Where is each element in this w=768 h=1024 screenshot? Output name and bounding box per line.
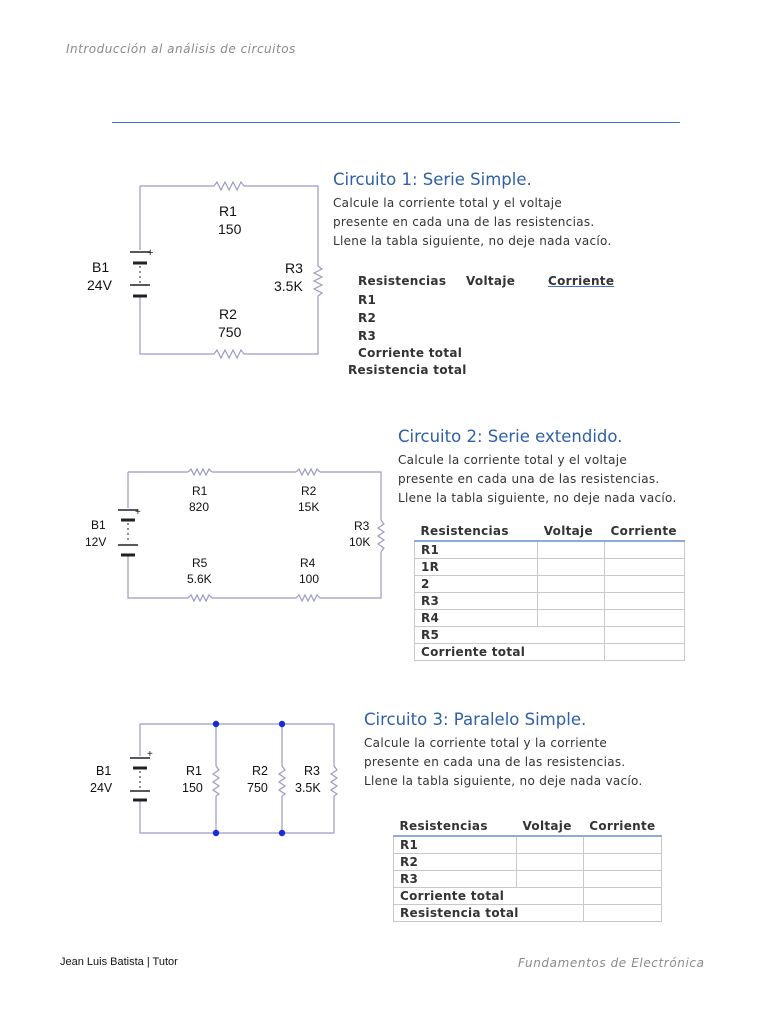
circuit3-title: Circuito 3: Paralelo Simple. [364,710,587,729]
desc-line: presente en cada una de las resistencias. [398,472,660,486]
current-cell[interactable] [605,627,685,644]
row-label: R2 [358,311,377,325]
c2-r5-label: R5 [192,556,208,570]
table-row [394,854,662,871]
c3-r2-resistor [279,766,285,796]
voltage-cell[interactable] [516,836,583,854]
c1-r2-resistor [214,350,244,358]
c3-r3-resistor [331,766,337,796]
row-label: R1 [358,293,377,307]
circuit3-table [393,817,662,922]
footer-course: Fundamentos de Electrónica [518,956,705,970]
circuit3-wires [140,724,337,833]
c3-r2-value: 750 [247,781,268,795]
c2-r4-label: R4 [300,556,316,570]
voltage-cell[interactable] [538,559,605,576]
c1-b1-value: 24V [87,277,112,293]
row-label: 2 [415,576,538,593]
c2-plus: + [135,507,141,518]
c3-r2-label: R2 [252,764,268,778]
c1-r3-label: R3 [285,260,303,276]
th-voltaje: Voltaje [516,817,583,836]
table-row [415,593,685,610]
table-row [394,836,662,854]
c1-r2-value: 750 [218,324,242,340]
desc-line: presente en cada una de las resistencias. [333,215,595,229]
page-header: Introducción al análisis de circuitos [66,42,296,56]
row-label: Resistencia total [394,905,584,922]
row-label: Resistencia total [348,363,467,377]
c2-r4-value: 100 [299,572,320,586]
row-label: R5 [415,627,605,644]
th-resistencias: Resistencias [394,817,517,836]
circuit2-table [414,522,685,661]
c2-r2-label: R2 [301,484,317,498]
th-corriente: Corriente [583,817,661,836]
c2-r1-resistor [188,469,212,475]
circuit1-description [333,194,612,251]
table-row [394,905,662,922]
th-corriente: Corriente [548,274,615,288]
c2-r3-label: R3 [354,519,370,533]
c2-r5-resistor [188,595,212,601]
c1-r1-value: 150 [218,221,242,237]
row-label: Corriente total [394,888,584,905]
desc-line: Llene la tabla siguiente, no deje nada vacío. [364,774,643,788]
voltage-cell[interactable] [538,576,605,593]
table-row [415,610,685,627]
c3-plus: + [147,749,153,760]
footer-author: Jean Luis Batista | Tutor [60,956,178,968]
voltage-cell[interactable] [516,854,583,871]
table-row [394,871,662,888]
table-row [415,541,685,559]
current-cell[interactable] [605,593,685,610]
current-cell[interactable] [605,559,685,576]
current-cell[interactable] [605,541,685,559]
current-cell[interactable] [605,576,685,593]
row-label: Corriente total [415,644,605,661]
c2-r5-value: 5.6K [187,572,212,586]
c2-r3-value: 10K [349,535,371,549]
c2-b1-label: B1 [91,518,106,532]
c1-r1-label: R1 [219,203,237,219]
row-label: R1 [415,541,538,559]
c3-battery [130,758,150,800]
table-row [415,627,685,644]
row-label: R2 [394,854,517,871]
row-label: 1R [415,559,538,576]
c2-r3-resistor [378,520,384,552]
table-row [394,888,662,905]
desc-line: Calcule la corriente total y la corriente [364,736,608,750]
c1-r3-value: 3.5K [274,278,303,294]
circuit2-description [398,451,677,508]
batteries [118,252,150,800]
th-resistencias: Resistencias [415,522,538,541]
current-cell[interactable] [605,610,685,627]
desc-line: presente en cada una de las resistencias. [364,755,626,769]
c1-r2-label: R2 [219,306,237,322]
table-row [415,576,685,593]
current-cell[interactable] [583,854,661,871]
c2-r4-resistor [296,595,320,601]
voltage-cell[interactable] [538,593,605,610]
c3-r1-value: 150 [182,781,203,795]
c3-r3-label: R3 [304,764,320,778]
table-row [415,644,685,661]
row-label: R4 [415,610,538,627]
c2-b1-value: 12V [85,535,107,549]
th-resistencias: Resistencias [358,274,447,288]
circuit2-title: Circuito 2: Serie extendido. [398,427,623,446]
c2-r1-value: 820 [189,500,210,514]
current-cell[interactable] [583,871,661,888]
table-row [415,559,685,576]
c3-r1-resistor [213,766,219,796]
c2-r2-resistor [296,469,320,475]
c3-junctions [213,721,285,836]
th-corriente: Corriente [605,522,685,541]
c3-b1-label: B1 [96,764,112,778]
c3-r3-value: 3.5K [295,781,321,795]
voltage-cell[interactable] [516,871,583,888]
current-cell[interactable] [583,905,661,922]
c2-r2-value: 15K [298,500,320,514]
desc-line: Calcule la corriente total y el voltaje [333,196,563,210]
voltage-cell[interactable] [538,541,605,559]
c1-r1-resistor [214,182,244,190]
current-cell[interactable] [583,836,661,854]
row-label: R3 [415,593,538,610]
voltage-cell[interactable] [538,610,605,627]
row-label: R3 [394,871,517,888]
circuit2-wires [128,469,384,601]
c1-plus: + [147,247,154,259]
circuit1-title: Circuito 1: Serie Simple. [333,170,532,189]
row-label: R1 [394,836,517,854]
row-label: Corriente total [358,346,463,360]
desc-line: Calcule la corriente total y el voltaje [398,453,628,467]
current-cell[interactable] [605,644,685,661]
c1-r3-resistor [314,266,322,296]
desc-line: Llene la tabla siguiente, no deje nada vacío. [333,234,612,248]
c3-b1-value: 24V [90,781,113,795]
c2-r1-label: R1 [192,484,208,498]
c3-r1-label: R1 [186,764,202,778]
th-voltaje: Voltaje [538,522,605,541]
desc-line: Llene la tabla siguiente, no deje nada vacío. [398,491,677,505]
row-label: R3 [358,329,377,343]
c1-b1-label: B1 [92,259,110,275]
circuit3-description [364,734,643,791]
th-voltaje: Voltaje [466,274,516,288]
current-cell[interactable] [583,888,661,905]
